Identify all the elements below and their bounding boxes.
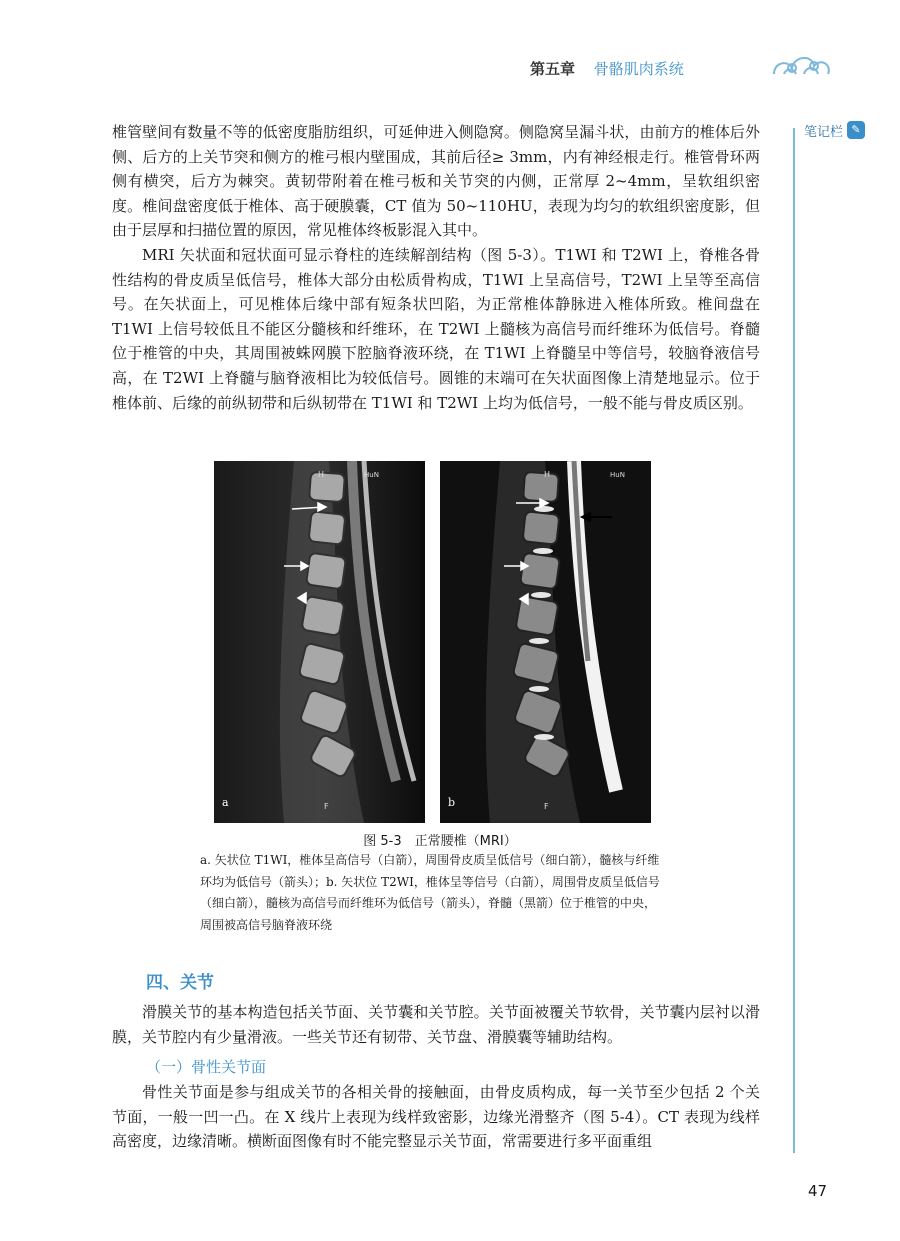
panel-b-top-right-marker: HuN xyxy=(610,471,625,479)
chapter-header xyxy=(530,58,760,79)
margin-rule xyxy=(793,128,795,1153)
panel-b-top-marker: H xyxy=(544,470,551,479)
page-number: 47 xyxy=(808,1182,828,1200)
mri-panel-a xyxy=(214,461,425,823)
panel-a-top-right-marker: HuN xyxy=(364,471,379,479)
notes-column-label xyxy=(804,118,876,142)
section-heading: 四、关节 xyxy=(146,973,214,993)
body-text-joint xyxy=(112,1000,760,1049)
panel-a-bottom-marker: F xyxy=(324,802,329,811)
notes-label-text: 笔记栏 xyxy=(804,124,844,140)
paragraph-spine-ct: 椎管壁间有数量不等的低密度脂肪组织，可延伸进入侧隐窝。侧隐窝呈漏斗状，由前方的椎体后外侧、后方的上关节突和侧方的椎弓根内壁围成，其前后径≥ 3mm，内有神经根走行。椎管骨环两侧有横突，后方为棘突。黄韧带附着在椎弓板和关节突的内侧，正常厚 2~4mm，呈软组织密度。椎间盘密度低于椎体、高于硬膜囊，CT 值为 50~110HU，表现为均匀的软组织密度影，但由于层厚和扫描位置的原因，常见椎体终板影混入其中。 xyxy=(112,123,760,240)
figure-5-3 xyxy=(214,461,666,823)
panel-a-label: a xyxy=(222,796,229,809)
subsection-heading: （一）骨性关节面 xyxy=(146,1058,267,1076)
paragraph-spine-mri: MRI 矢状面和冠状面可显示脊柱的连续解剖结构（图 5-3）。T1WI 和 T2WI 上，脊椎各骨性结构的骨皮质呈低信号，椎体大部分由松质骨构成，T1WI 上呈高信号，T2WI 上呈等至高信号。在矢状面上，可见椎体后缘中部有短条状凹陷，为正常椎体静脉进入椎体所致。椎间盘在 T1WI 上信号较低且不能区分髓核和纤维环，在 T2WI 上髓核为高信号而纤维环为低信号。脊髓位于椎管的中央，其周围被蛛网膜下腔脑脊液环绕，在 T1WI 上脊髓呈中等信号，较脑脊液信号高，在 T2WI 上脊髓与脑脊液相比为较低信号。圆锥的末端可在矢状面图像上清楚地显示。位于椎体前、后缘的前纵韧带和后纵韧带在 T1WI 和 T2WI 上均为低信号，一般不能与骨皮质区别。 xyxy=(112,245,760,412)
paragraph-synovial-joint: 滑膜关节的基本构造包括关节面、关节囊和关节腔。关节面被覆关节软骨，关节囊内层衬以滑膜，关节腔内有少量滑液。一些关节还有韧带、关节盘、滑膜囊等辅助结构。 xyxy=(112,1003,760,1046)
figure-title: 图 5-3 正常腰椎（MRI） xyxy=(363,834,517,849)
body-text-top xyxy=(112,120,760,415)
panel-b-bottom-marker: F xyxy=(544,802,549,811)
figure-caption: a. 矢状位 T1WI，椎体呈高信号（白箭），周围骨皮质呈低信号（细白箭），髓核与纤维环均为低信号（箭头）；b. 矢状位 T2WI，椎体呈等信号（白箭），周围骨皮质呈低信号（细白箭），髓核为高信号而纤维环为低信号（箭头），脊髓（黑箭）位于椎管的中央，周围被高信号脑脊液环绕 xyxy=(200,853,660,932)
notepad-icon: ✎ xyxy=(847,121,865,139)
chapter-title: 骨骼肌肉系统 xyxy=(593,60,684,78)
panel-a-top-marker: H xyxy=(318,470,325,479)
cloud-ornament-icon xyxy=(770,44,834,84)
paragraph-articular-surface: 骨性关节面是参与组成关节的各相关骨的接触面，由骨皮质构成，每一关节至少包括 2 个关节面，一般一凹一凸。在 X 线片上表现为线样致密影，边缘光滑整齐（图 5-4）。CT 表现为线样高密度，边缘清晰。横断面图像有时不能完整显示关节面，常需要进行多平面重组 xyxy=(112,1083,760,1151)
chapter-number: 第五章 xyxy=(530,60,576,78)
panel-b-label: b xyxy=(448,796,456,809)
body-text-articular xyxy=(112,1080,760,1154)
mri-panel-b xyxy=(440,461,651,823)
